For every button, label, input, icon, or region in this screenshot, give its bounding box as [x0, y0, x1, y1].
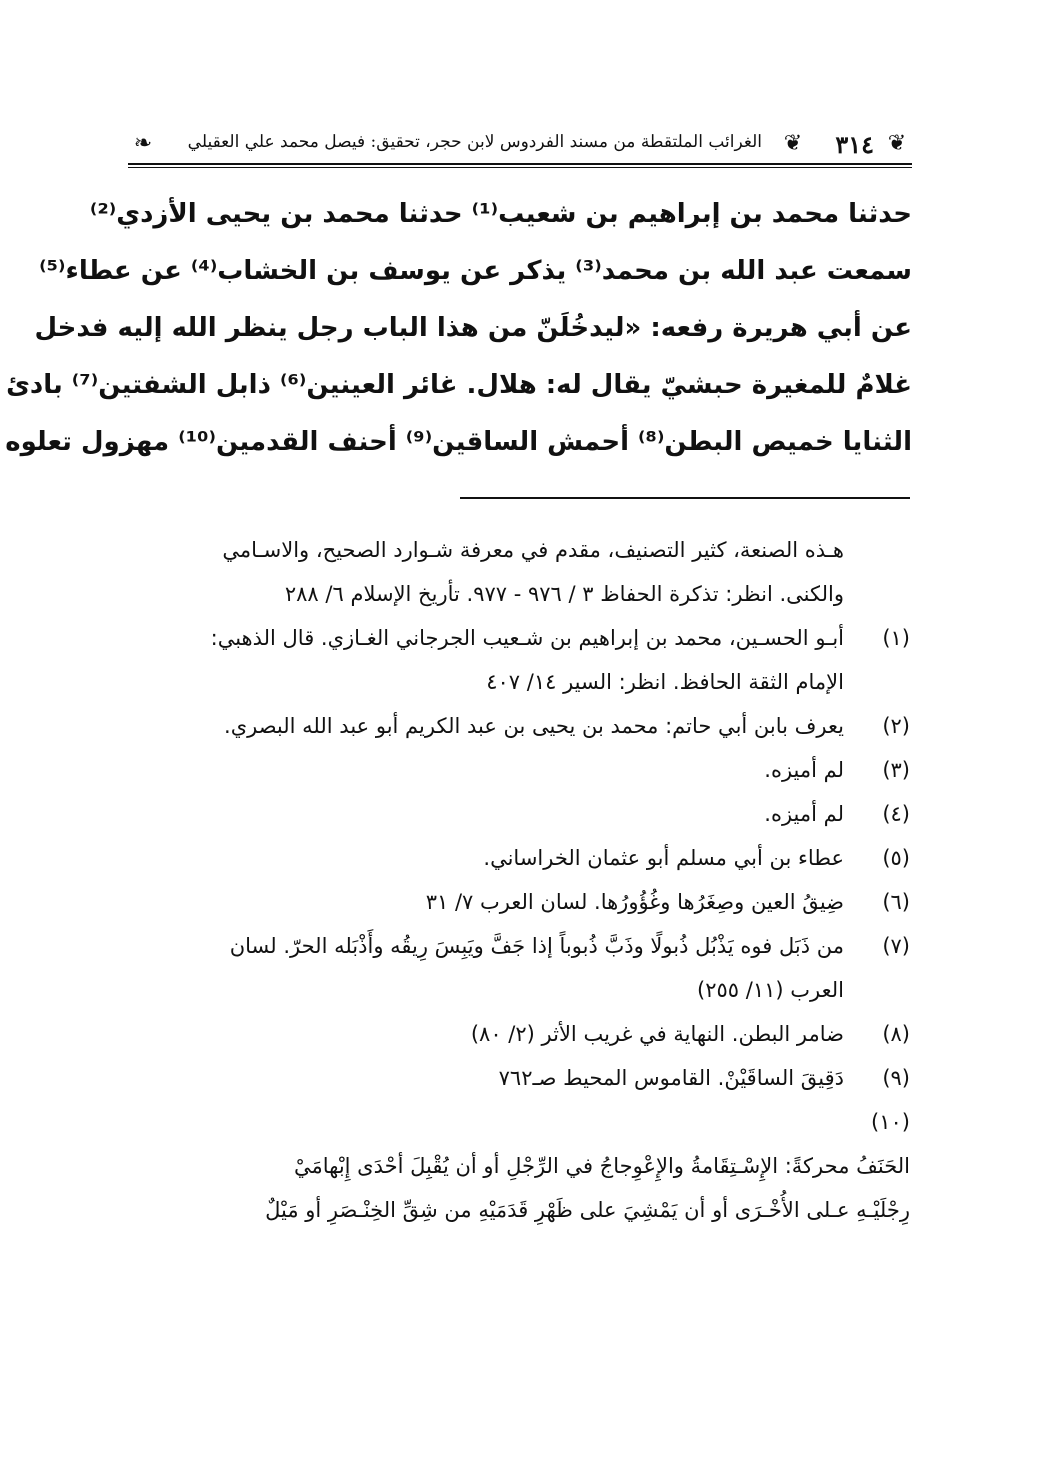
- footnotes: [130, 528, 910, 1232]
- footnote-line: هـذه الصنعة، كثير التصنيف، مقدم في معرفة شـوارد الصحيح، والاسـامي: [222, 538, 844, 562]
- main-text: [5, 186, 912, 471]
- footnote-line: [130, 1100, 910, 1188]
- footnote-line: لم أميزه.: [764, 802, 844, 826]
- footnote-number: (١): [882, 626, 910, 650]
- footnote-line: والكنى. انظر: تذكرة الحفاظ ٣ / ٩٧٦ - ٩٧٧. تأريخ الإسلام ٦/ ٢٨٨: [284, 582, 844, 606]
- footnote-number: (١٠): [871, 1110, 910, 1134]
- main-line: حدثنا محمد بن إبراهيم بن شعيب⁽¹⁾ حدثنا محمد بن يحيى الأزدي⁽²⁾: [89, 199, 912, 229]
- footnote-number: (٩): [882, 1066, 910, 1090]
- footnote-line: لم أميزه.: [764, 758, 844, 782]
- footnote-text: الحَنَفُ محركةً: الإِسْـتِقَامةُ والإِعْوِجاجُ في الرِّجْلِ أو أن يُقْبِلَ أحْدَى إِبْهامَيْ: [293, 1154, 910, 1178]
- footnote-line: أبـو الحسـين، محمد بن إبراهيم بن شـعيب الجرجاني الغـازي. قال الذهبي:: [210, 626, 844, 650]
- page-header: [128, 126, 912, 170]
- footnote-number: (٣): [882, 758, 910, 782]
- page-number: ٣١٤: [835, 130, 874, 159]
- ornament-icon: ❦: [783, 131, 803, 156]
- footnote-line: دَقِيقَ الساقَيْنْ. القاموس المحيط صـ٧٦٢: [498, 1066, 844, 1090]
- footnote-3: [130, 748, 910, 792]
- footnote-line: العرب (١١/ ٢٥٥): [697, 978, 844, 1002]
- footnote-line: من ذَبَل فوه يَذْبُل ذُبولًا وذَبَّ ذُبوباً إذا جَفَّ ويَبِسَ رِيقُه وأَذْبَله الحرّ. لسان: [229, 934, 844, 958]
- footnote-number: (٨): [882, 1022, 910, 1046]
- footnote-10: [130, 1100, 910, 1232]
- ornament-icon: ❧: [133, 131, 153, 156]
- main-line: عن أبي هريرة رفعه: «ليدخُلَنّ من هذا الباب رجل ينظر الله إليه فدخل: [34, 313, 912, 343]
- main-line: غلامٌ للمغيرة حبشيّ يقال له: هلال. غائر العينين⁽⁶⁾ ذابل الشفتين⁽⁷⁾ بادئ: [6, 370, 912, 400]
- footnote-4: [130, 792, 910, 836]
- footnote-line: عطاء بن أبي مسلم أبو عثمان الخراساني.: [483, 846, 844, 870]
- main-line: سمعت عبد الله بن محمد⁽³⁾ يذكر عن يوسف بن الخشاب⁽⁴⁾ عن عطاء⁽⁵⁾: [39, 256, 912, 286]
- footnote-number: (٤): [882, 802, 910, 826]
- footnote-7: [130, 924, 910, 1012]
- header-rule-thin: [128, 167, 912, 168]
- footnote-line: الإمام الثقة الحافظ. انظر: السير ١٤/ ٤٠٧: [486, 670, 844, 694]
- footnote-8: [130, 1012, 910, 1056]
- footnote-6: [130, 880, 910, 924]
- running-title: الغرائب الملتقطة من مسند الفردوس لابن حجر، تحقيق: فيصل محمد علي العقيلي: [187, 132, 762, 152]
- footnote-continuation: [130, 528, 910, 616]
- footnote-number: (٧): [882, 934, 910, 958]
- main-line: الثنايا خميص البطن⁽⁸⁾ أحمش الساقين⁽⁹⁾ أحنف القدمين⁽¹⁰⁾ مهزول تعلوه: [5, 427, 912, 457]
- footnote-number: (٦): [882, 890, 910, 914]
- ornament-icon: ❦: [887, 131, 907, 156]
- header-rule: [128, 163, 912, 165]
- footnote-line: يعرف بابن أبي حاتم: محمد بن يحيى بن عبد الكريم أبو عبد الله البصري.: [224, 714, 844, 738]
- footnote-line: ضامر البطن. النهاية في غريب الأثر (٢/ ٨٠): [470, 1022, 844, 1046]
- footnote-line: رِجْلَيْـهِ عـلى الأُخْـرَى أو أن يَمْشِيَ على ظَهْرِ قَدَمَيْهِ من شِقِّ الخِنْـصَرِ أو مَيْلٌ: [265, 1198, 910, 1222]
- footnote-number: (٢): [882, 714, 910, 738]
- footnote-line: ضِيقُ العين وصِغَرُها وغُؤُورُها. لسان العرب ٧/ ٣١: [425, 890, 844, 914]
- footnote-number: (٥): [882, 846, 910, 870]
- footnote-1: [130, 616, 910, 704]
- footnote-2: [130, 704, 910, 748]
- footnote-5: [130, 836, 910, 880]
- footnote-9: [130, 1056, 910, 1100]
- footnote-separator: [460, 497, 910, 499]
